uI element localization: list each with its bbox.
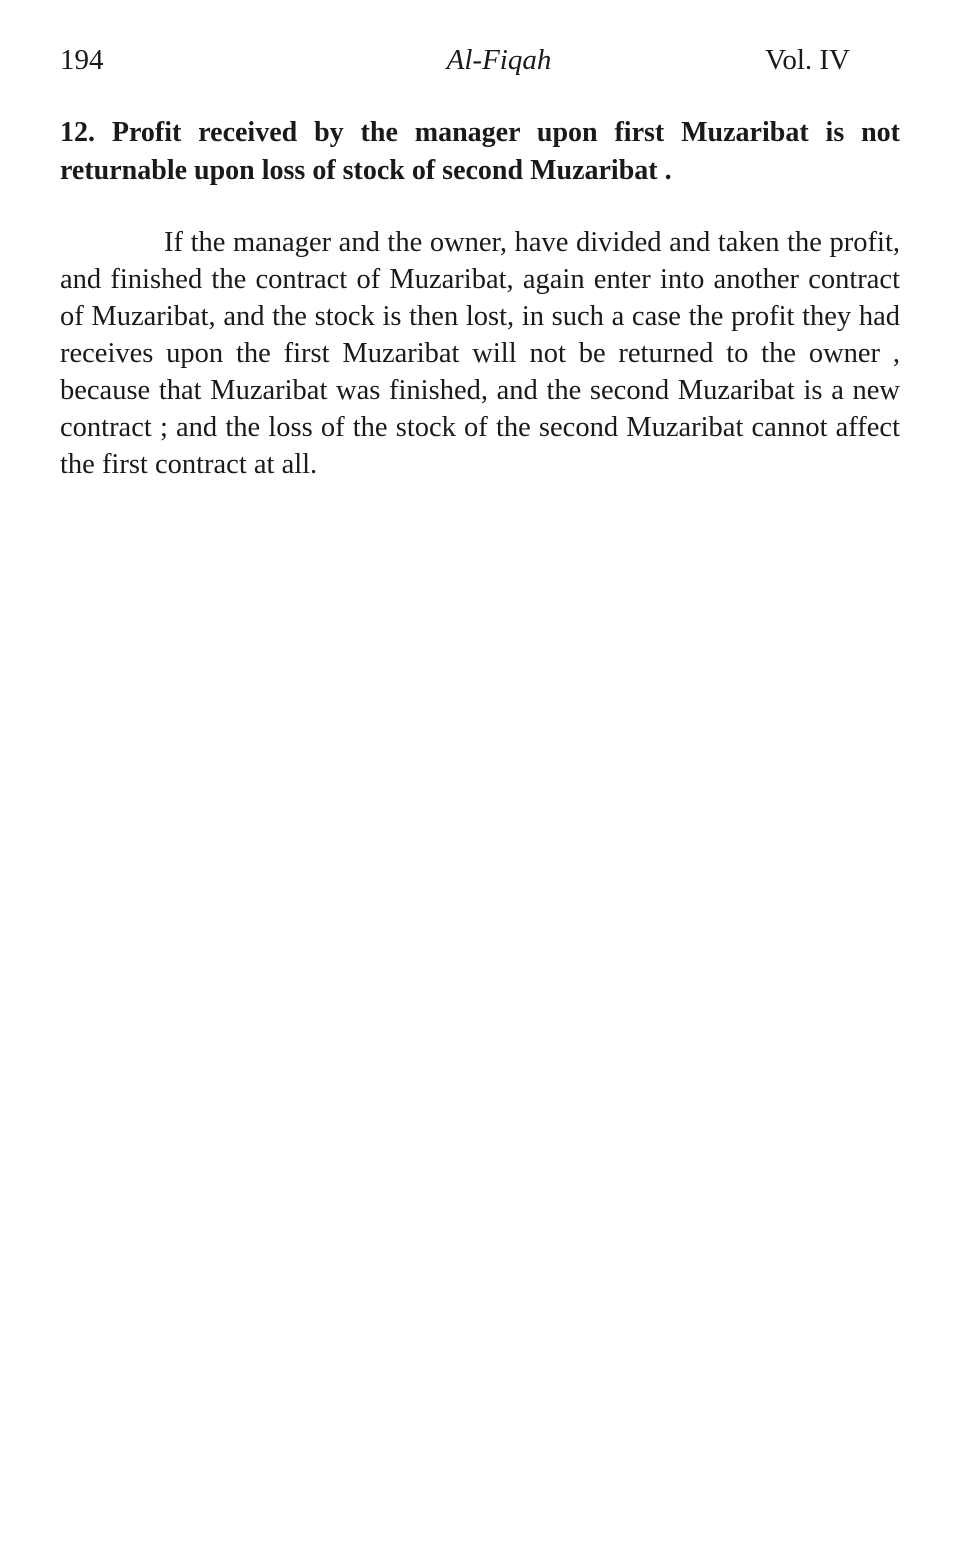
body-paragraph: If the manager and the owner, have divided and taken the profit, and finished the contract of Muzaribat, again enter into another contract of Muzaribat, and the stock is then lost, in such a case the profit they had receives upon the first Muzaribat will not be returned to the owner , because that Muzaribat was finished, and the second Muzaribat is a new contract ; and the loss of the stock of the second Muzaribat cannot affect the first contract at all. bbox=[60, 227, 900, 480]
section-heading: 12. Profit received by the manager upon first Muzaribat is not returnable upon loss of stock of second Muzaribat . bbox=[60, 117, 900, 186]
page-number: 194 bbox=[60, 44, 104, 76]
volume-label: Vol. IV bbox=[765, 44, 850, 76]
running-header bbox=[60, 40, 850, 80]
book-title: Al-Fiqah bbox=[446, 44, 552, 76]
